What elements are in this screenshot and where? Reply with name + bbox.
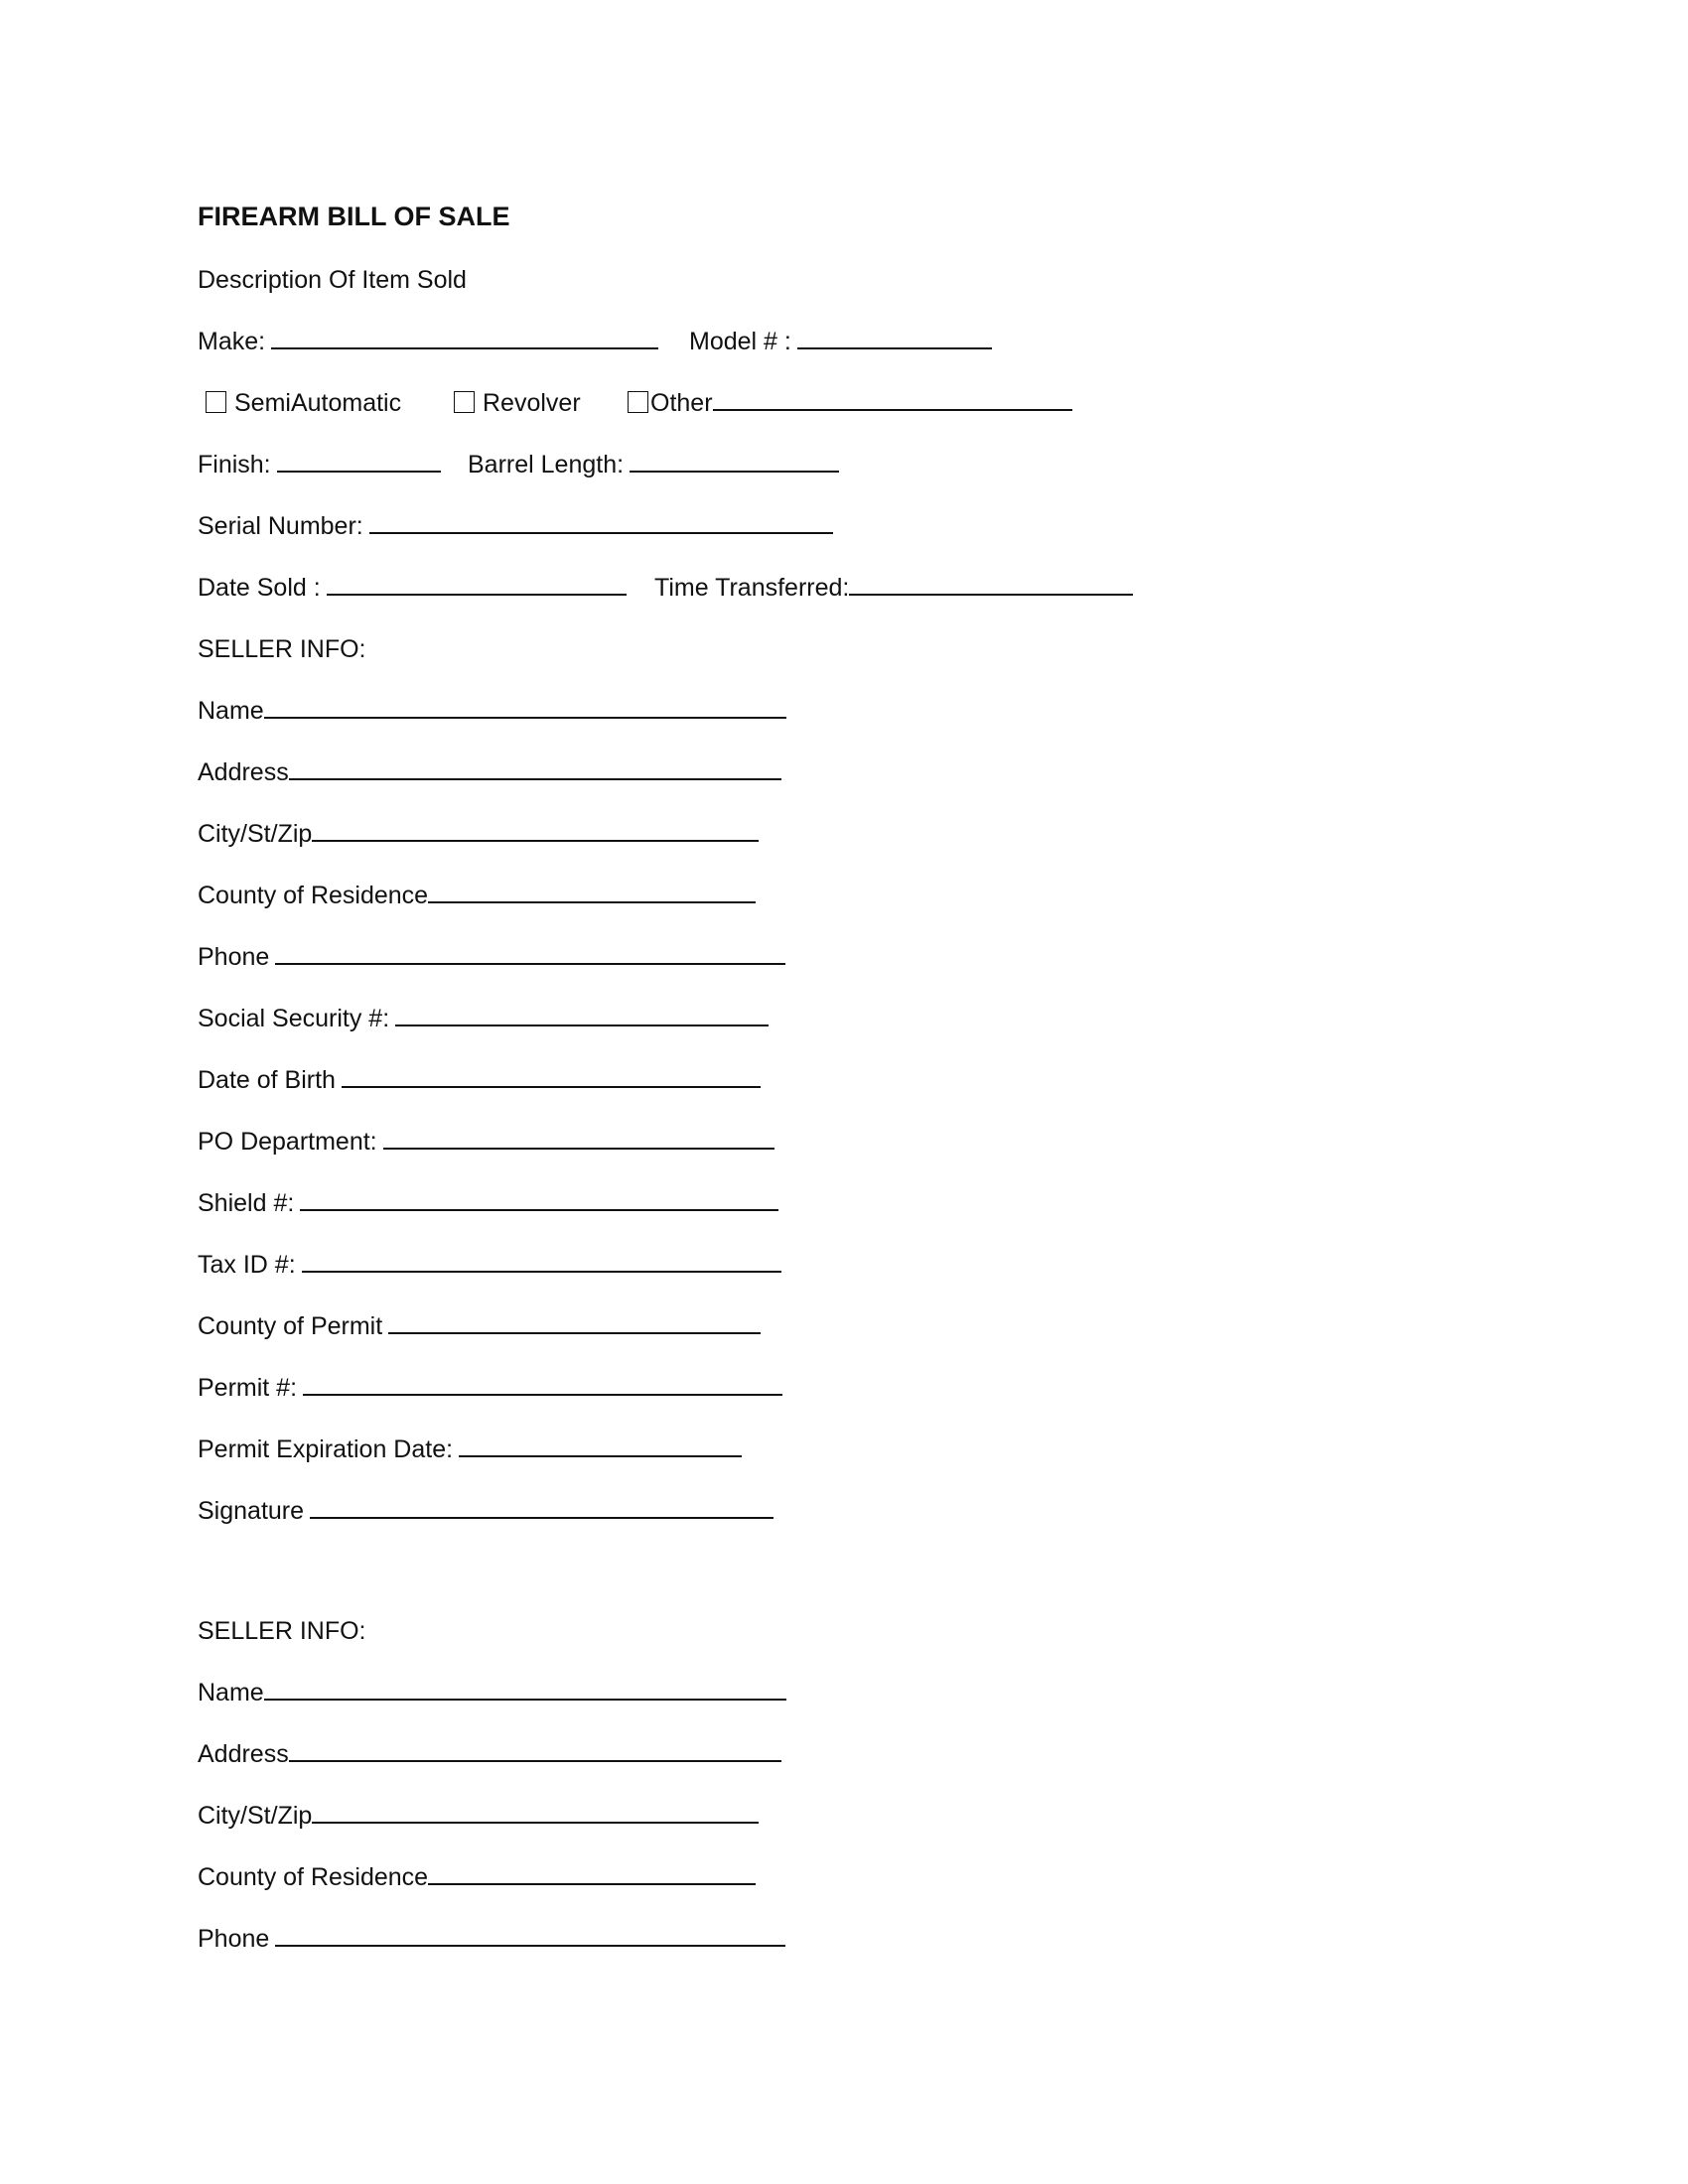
- semiautomatic-option[interactable]: [206, 385, 401, 421]
- other-label: Other: [650, 389, 713, 417]
- field-label: Permit #:: [198, 1374, 298, 1402]
- field-input[interactable]: [459, 1432, 742, 1457]
- revolver-label: Revolver: [483, 389, 581, 417]
- date-time-row: [198, 570, 1191, 606]
- field-row: [198, 816, 759, 852]
- model-field[interactable]: [797, 324, 992, 349]
- date-sold-label: Date Sold :: [198, 574, 321, 602]
- make-model-row: [198, 324, 1191, 359]
- field-label: Address: [198, 758, 289, 786]
- field-label: Phone: [198, 943, 270, 971]
- serial-row: [198, 508, 833, 544]
- date-sold-field[interactable]: [327, 570, 627, 596]
- barrel-length-field[interactable]: [630, 447, 839, 473]
- field-input[interactable]: [264, 1675, 786, 1701]
- field-label: Address: [198, 1740, 289, 1768]
- field-label: County of Residence: [198, 1863, 429, 1891]
- field-row: [198, 1432, 742, 1467]
- field-label: PO Department:: [198, 1128, 377, 1156]
- field-input[interactable]: [395, 1001, 769, 1026]
- field-label: Name: [198, 1679, 264, 1706]
- barrel-length-label: Barrel Length:: [468, 451, 625, 478]
- serial-label: Serial Number:: [198, 512, 363, 540]
- field-input[interactable]: [383, 1124, 774, 1150]
- field-input[interactable]: [275, 1921, 785, 1947]
- field-input[interactable]: [275, 939, 785, 965]
- field-row: [198, 939, 785, 975]
- field-row: [198, 1185, 778, 1221]
- field-label: Social Security #:: [198, 1005, 390, 1032]
- field-row: [198, 754, 781, 790]
- field-label: Permit Expiration Date:: [198, 1435, 454, 1463]
- field-label: County of Residence: [198, 882, 429, 909]
- field-row: [198, 1736, 781, 1772]
- field-input[interactable]: [264, 693, 786, 719]
- time-transferred-field[interactable]: [849, 570, 1133, 596]
- seller2-heading: SELLER INFO:: [198, 1617, 366, 1645]
- serial-field[interactable]: [369, 508, 833, 534]
- field-row: [198, 1859, 756, 1895]
- semiautomatic-label: SemiAutomatic: [234, 389, 402, 417]
- other-option[interactable]: [628, 385, 1072, 421]
- type-row: [198, 385, 1191, 421]
- field-row: [198, 1001, 769, 1036]
- field-input[interactable]: [312, 1798, 759, 1824]
- field-label: City/St/Zip: [198, 820, 313, 848]
- make-label: Make:: [198, 328, 266, 355]
- field-row: [198, 1247, 781, 1283]
- field-input[interactable]: [289, 1736, 781, 1762]
- field-input[interactable]: [310, 1493, 774, 1519]
- finish-label: Finish:: [198, 451, 271, 478]
- field-input[interactable]: [300, 1185, 778, 1211]
- seller1-heading: SELLER INFO:: [198, 635, 366, 663]
- page-title: FIREARM BILL OF SALE: [198, 202, 510, 231]
- field-row: [198, 1062, 761, 1098]
- make-field[interactable]: [271, 324, 658, 349]
- field-label: County of Permit: [198, 1312, 383, 1340]
- description-heading: Description Of Item Sold: [198, 266, 467, 294]
- model-label: Model # :: [689, 328, 791, 355]
- field-input[interactable]: [342, 1062, 761, 1088]
- field-row: [198, 1493, 774, 1529]
- field-label: Shield #:: [198, 1189, 295, 1217]
- field-input[interactable]: [388, 1308, 761, 1334]
- field-label: Signature: [198, 1497, 305, 1525]
- field-label: City/St/Zip: [198, 1802, 313, 1830]
- field-row: [198, 1308, 761, 1344]
- field-input[interactable]: [312, 816, 759, 842]
- time-transferred-label: Time Transferred:: [654, 574, 850, 602]
- checkbox-icon[interactable]: [454, 391, 475, 413]
- field-label: Tax ID #:: [198, 1251, 296, 1279]
- field-row: [198, 1124, 774, 1160]
- field-input[interactable]: [302, 1247, 781, 1273]
- field-row: [198, 1675, 786, 1710]
- other-field[interactable]: [713, 385, 1072, 411]
- field-row: [198, 1370, 782, 1406]
- field-input[interactable]: [428, 1859, 756, 1885]
- field-label: Name: [198, 697, 264, 725]
- checkbox-icon[interactable]: [628, 391, 648, 413]
- finish-barrel-row: [198, 447, 1191, 482]
- checkbox-icon[interactable]: [206, 391, 226, 413]
- field-label: Date of Birth: [198, 1066, 336, 1094]
- finish-field[interactable]: [277, 447, 441, 473]
- revolver-option[interactable]: [454, 385, 581, 421]
- field-row: [198, 1798, 759, 1834]
- field-label: Phone: [198, 1925, 270, 1953]
- field-row: [198, 1921, 785, 1957]
- field-input[interactable]: [289, 754, 781, 780]
- field-input[interactable]: [428, 878, 756, 903]
- field-row: [198, 878, 756, 913]
- field-row: [198, 693, 786, 729]
- field-input[interactable]: [303, 1370, 782, 1396]
